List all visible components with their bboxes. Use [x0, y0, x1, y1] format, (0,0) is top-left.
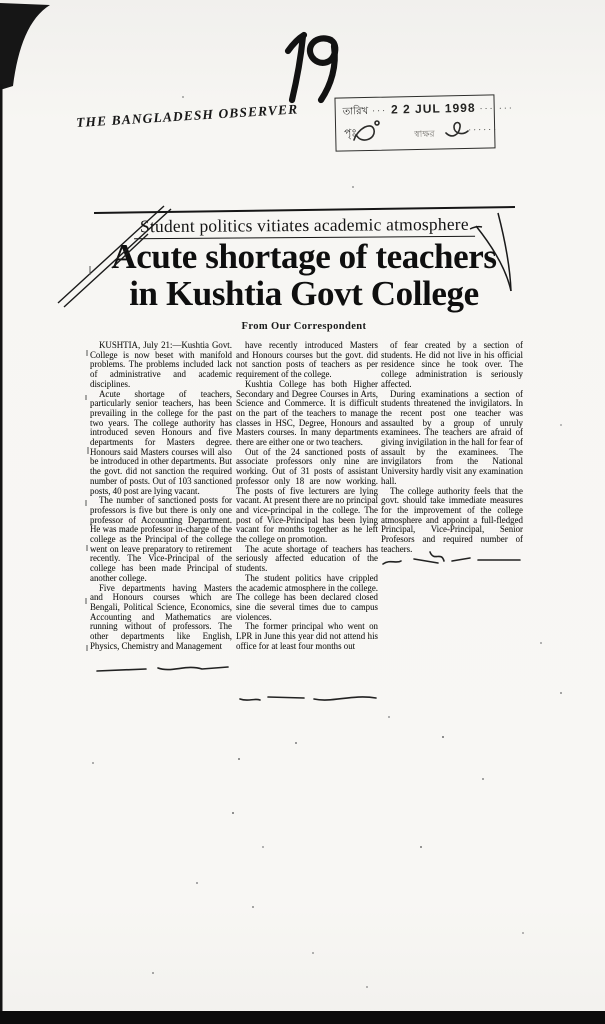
- bottom-scan-edge: [0, 1011, 605, 1024]
- article-paragraph: Kushtia College has both Higher Secondary and Degree Courses in Arts, Science and Commerce. It is difficult on the part of the teachers to manage classes in HSC, Degree, Honours and Masters courses. In many departments there are either one or two teachers.: [236, 378, 378, 448]
- stamp-dots: ··· ···: [479, 102, 514, 114]
- article-paragraph: Acute shortage of teachers, particularly senior teachers, has been prevailing in the college for the past two years. The college authority has introduced seven Honours and five departments for Masters degree. Honours said Masters courses will also be introduced in other departments. But the govt. did not sanction the required number of posts. Out of 103 sanctioned posts, 40 post are lying vacant.: [90, 388, 232, 496]
- stamp-date-value: 2 2 JUL 1998: [390, 100, 476, 117]
- kicker-line: [85, 215, 523, 238]
- stamp-date-row: [343, 100, 514, 122]
- stamp-dots: ···: [371, 105, 388, 116]
- date-stamp-box: [334, 94, 514, 151]
- left-scan-edge: [0, 84, 3, 1012]
- article-paragraph: The number of sanctioned posts for professors is five but there is only one professor of Accounting Department. He was made professor in-charge of the college as the Principal of the college went on leave preparatory to retirement recently. The Vice-Principal of the college has been made Principal of another college.: [90, 495, 232, 583]
- article-paragraph: of fear created by a section of students. He did not live in his official residence since he took over. The college administration is seriously affected.: [381, 340, 523, 389]
- article-paragraph: The student politics have crippled the academic atmosphere in the college. The college has been declared closed sine die several times due to campus violences.: [236, 572, 378, 622]
- masthead-title: THE BANGLADESH OBSERVER: [75, 101, 299, 131]
- article-paragraph: have recently introduced Masters and Honours courses but the govt. did not sanction posts of teachers as per requirement of the college.: [236, 340, 378, 380]
- stamp-page-label: পৃঃ: [344, 128, 358, 140]
- article-paragraph: The former principal who went on LPR in June this year did not attend his office for at least four months out: [236, 621, 378, 651]
- headline: [85, 238, 523, 312]
- stamp-dots: ······: [468, 124, 499, 135]
- end-dashes-column2: [240, 697, 376, 700]
- handwritten-19-mark: [288, 35, 335, 100]
- scan-speckles: [0, 0, 2, 2]
- headline-line2: in Kushtia Govt College: [129, 274, 479, 313]
- byline: From Our Correspondent: [241, 321, 367, 332]
- article-paragraph: KUSHTIA, July 21:—Kushtia Govt. College is now beset with manifold problems. The problems included lack of administrative and academic disciplines.: [90, 340, 232, 389]
- corner-fold-mark: [0, 3, 50, 90]
- article-paragraph: During examinations a section of students threatened the invigilators. In the recent post one teacher was assaulted by a group of unruly examinees. The teachers are afraid of giving invigilation in the hall for fear of assault by the examinees. The invigilators from the National University hardly visit any examination hall.: [381, 388, 523, 486]
- article-paragraph: The acute shortage of teachers has seriously affected education of the students.: [236, 543, 378, 574]
- stamp-signature-label: স্বাক্ষর: [414, 128, 435, 140]
- stamp-date-label: তারিখ: [342, 105, 369, 118]
- clipping-top-rule: [94, 206, 515, 214]
- article-column-3: [381, 341, 523, 554]
- article-paragraph: Out of the 24 sanctioned posts of associate professors only nine are working. Out of 31 posts of assistant professor only 18 are now working. The posts of five lecturers are lying vacant. At present there are no principal and vice-principal in the college. The post of Vice-Principal has been lying vacant for months together as he left the college on promotion.: [236, 446, 378, 545]
- article-paragraph: The college authority feels that the govt. should take immediate measures for the improvement of the college atmosphere and appoint a full-fledged Principal, Vice-Principal, Senior Profesors and required number of teachers.: [381, 485, 523, 554]
- kicker-text: Student politics vitiates academic atmosphere: [134, 214, 475, 239]
- article-column-1: [90, 341, 232, 652]
- headline-line1: Acute shortage of teachers: [111, 237, 497, 276]
- article-paragraph: Five departments having Masters and Honours courses which are Bengali, Political Science, Economics, Accounting and Mathematics are running without of professors. The other departments like English, Physics, Chemistry and Management: [90, 582, 232, 651]
- end-dashes-column1: [97, 667, 228, 671]
- article-column-2: [236, 341, 378, 652]
